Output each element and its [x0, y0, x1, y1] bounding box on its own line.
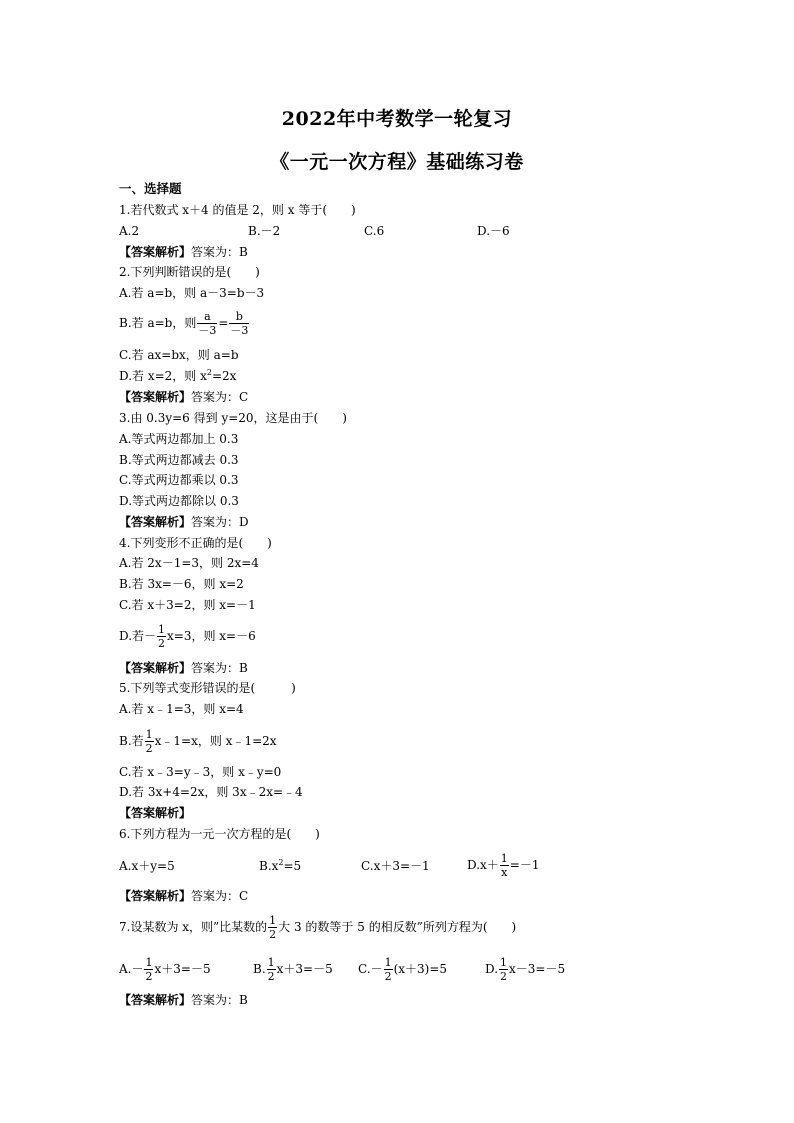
q2-b-denominator-2: －3	[230, 324, 249, 337]
q3-option-d: D.等式两边都除以 0.3	[119, 494, 239, 508]
q7-d-fraction	[499, 956, 508, 983]
q3-option-a: A.等式两边都加上 0.3	[119, 432, 239, 446]
q1-answer	[119, 244, 248, 260]
q4-option-c: C.若 x＋3=2，则 x=－1	[119, 598, 256, 612]
q7-b-denominator: 2	[267, 970, 275, 983]
q5-option-a: A.若 x﹣1=3，则 x=4	[119, 702, 244, 716]
question-3-stem: 3.由 0.3y=6 得到 y=20，这是由于( )	[119, 411, 347, 425]
q5-b-fraction	[145, 728, 154, 755]
q6-option-c: C.x＋3=－1	[361, 859, 430, 873]
q1-answer-text: 答案为：B	[191, 245, 248, 259]
q7-option-d	[485, 954, 565, 984]
q7-a-denominator: 2	[145, 970, 153, 983]
q7-b-numerator: 1	[267, 956, 275, 969]
question-4-stem: 4.下列变形不正确的是( )	[119, 536, 272, 550]
q6-option-a: A.x＋y=5	[119, 859, 175, 873]
q4-answer	[119, 660, 248, 676]
q7-option-c	[358, 954, 447, 984]
q3-option-b: B.等式两边都减去 0.3	[119, 453, 239, 467]
q6-d-numerator: 1	[500, 852, 508, 865]
q1-option-a: A.2	[119, 224, 140, 238]
q7-a-numerator: 1	[145, 956, 153, 969]
q6-d-fraction	[500, 852, 509, 879]
q3-answer	[119, 514, 249, 530]
q7-b-fraction	[267, 956, 276, 983]
answer-tag: 【答案解析】	[119, 245, 192, 259]
q4-answer-text: 答案为：B	[191, 661, 248, 675]
q7-b-suffix: x＋3=－5	[276, 962, 333, 976]
q2-option-a: A.若 a=b，则 a－3=b－3	[119, 286, 265, 300]
q4-option-a: A.若 2x－1=3，则 2x=4	[119, 556, 259, 570]
q7-c-numerator: 1	[384, 956, 392, 969]
q6-d-denominator: x	[501, 866, 508, 879]
q5-b-suffix: x﹣1=x，则 x﹣1=2x	[154, 734, 277, 748]
document-title: 2022年中考数学一轮复习	[281, 108, 513, 130]
q2-option-b	[119, 308, 250, 338]
q7-a-prefix: A.－	[119, 962, 144, 976]
q7-c-suffix: (x＋3)=5	[393, 962, 448, 976]
q1-option-d: D.－6	[477, 224, 510, 238]
q2-b-prefix: B.若 a=b，则	[119, 316, 197, 330]
section-heading: 一、选择题	[119, 181, 182, 196]
question-1-stem: 1.若代数式 x＋4 的值是 2，则 x 等于( )	[119, 203, 356, 217]
q2-b-fraction-1	[197, 310, 217, 337]
q2-d-suffix: =2x	[211, 369, 237, 383]
q4-option-b: B.若 3x=－6，则 x=2	[119, 577, 244, 591]
q7-stem-suffix: 大 3 的数等于 5 的相反数”所列方程为( )	[278, 920, 517, 934]
q7-b-prefix: B.	[253, 962, 266, 976]
q1-option-c: C.6	[364, 224, 385, 238]
answer-tag: 【答案解析】	[119, 806, 192, 820]
q5-b-denominator: 2	[145, 742, 153, 755]
q2-b-fraction-2	[229, 310, 249, 337]
q2-b-numerator-1: a	[197, 310, 217, 324]
q2-b-denominator-1: －3	[198, 324, 217, 337]
q3-answer-text: 答案为：D	[191, 515, 249, 529]
q5-b-prefix: B.若	[119, 734, 144, 748]
q7-stem-fraction	[268, 914, 277, 941]
q7-stem-prefix: 7.设某数为 x，则”比某数的	[119, 920, 268, 934]
q6-b-prefix: B.x	[259, 859, 279, 873]
question-2-stem: 2.下列判断错误的是( )	[119, 265, 260, 279]
q6-option-d	[467, 850, 539, 880]
q4-d-suffix: x=3，则 x=－6	[167, 629, 256, 643]
q7-c-fraction	[384, 956, 393, 983]
question-5-stem: 5.下列等式变形错误的是( )	[119, 681, 296, 695]
q6-answer	[119, 888, 248, 904]
q6-option-b	[259, 858, 301, 874]
q7-d-numerator: 1	[500, 956, 508, 969]
q5-b-numerator: 1	[145, 728, 153, 741]
q1-option-b: B.－2	[248, 224, 281, 238]
q6-d-prefix: D.x＋	[467, 858, 499, 872]
answer-tag: 【答案解析】	[119, 993, 192, 1007]
answer-tag: 【答案解析】	[119, 515, 192, 529]
question-7-stem	[119, 912, 516, 942]
q2-d-exponent: 2	[206, 368, 212, 377]
q7-c-prefix: C.－	[358, 962, 383, 976]
q7-c-denominator: 2	[384, 970, 392, 983]
q4-d-denominator: 2	[158, 637, 166, 650]
q4-d-numerator: 1	[158, 623, 166, 636]
q6-b-suffix: =5	[283, 859, 302, 873]
q7-a-fraction	[144, 956, 153, 983]
q3-option-c: C.等式两边都乘以 0.3	[119, 473, 239, 487]
q7-d-denominator: 2	[500, 970, 508, 983]
q4-option-d	[119, 621, 256, 651]
q6-b-exponent: 2	[278, 858, 284, 867]
q7-option-b	[253, 954, 333, 984]
q4-d-prefix: D.若－	[119, 629, 157, 643]
q2-answer-text: 答案为：C	[191, 390, 249, 404]
q6-d-suffix: =－1	[509, 858, 540, 872]
q7-d-suffix: x－3=－5	[509, 962, 566, 976]
q2-d-prefix: D.若 x=2，则 x	[119, 369, 207, 383]
answer-tag: 【答案解析】	[119, 661, 192, 675]
q7-answer-text: 答案为：B	[191, 993, 248, 1007]
q6-answer-text: 答案为：C	[191, 889, 249, 903]
q4-d-fraction	[157, 623, 166, 650]
q7-stem-numerator: 1	[269, 914, 277, 927]
document-subtitle: 《一元一次方程》基础练习卷	[270, 151, 524, 173]
q5-option-d: D.若 3x+4=2x，则 3x﹣2x=﹣4	[119, 785, 303, 799]
q2-option-d	[119, 368, 236, 384]
q7-a-suffix: x＋3=－5	[154, 962, 211, 976]
q5-answer	[119, 805, 191, 821]
q2-b-equals: =	[218, 316, 229, 330]
q5-option-c: C.若 x﹣3=y﹣3，则 x﹣y=0	[119, 765, 282, 779]
q2-b-numerator-2: b	[229, 310, 249, 324]
q7-option-a	[119, 954, 211, 984]
q7-d-prefix: D.	[485, 962, 499, 976]
q2-option-c: C.若 ax=bx，则 a=b	[119, 348, 239, 362]
question-6-stem: 6.下列方程为一元一次方程的是( )	[119, 827, 320, 841]
q7-stem-denominator: 2	[269, 928, 277, 941]
q7-answer	[119, 992, 248, 1008]
q2-answer	[119, 389, 248, 405]
answer-tag: 【答案解析】	[119, 889, 192, 903]
q5-option-b	[119, 726, 277, 756]
answer-tag: 【答案解析】	[119, 390, 192, 404]
